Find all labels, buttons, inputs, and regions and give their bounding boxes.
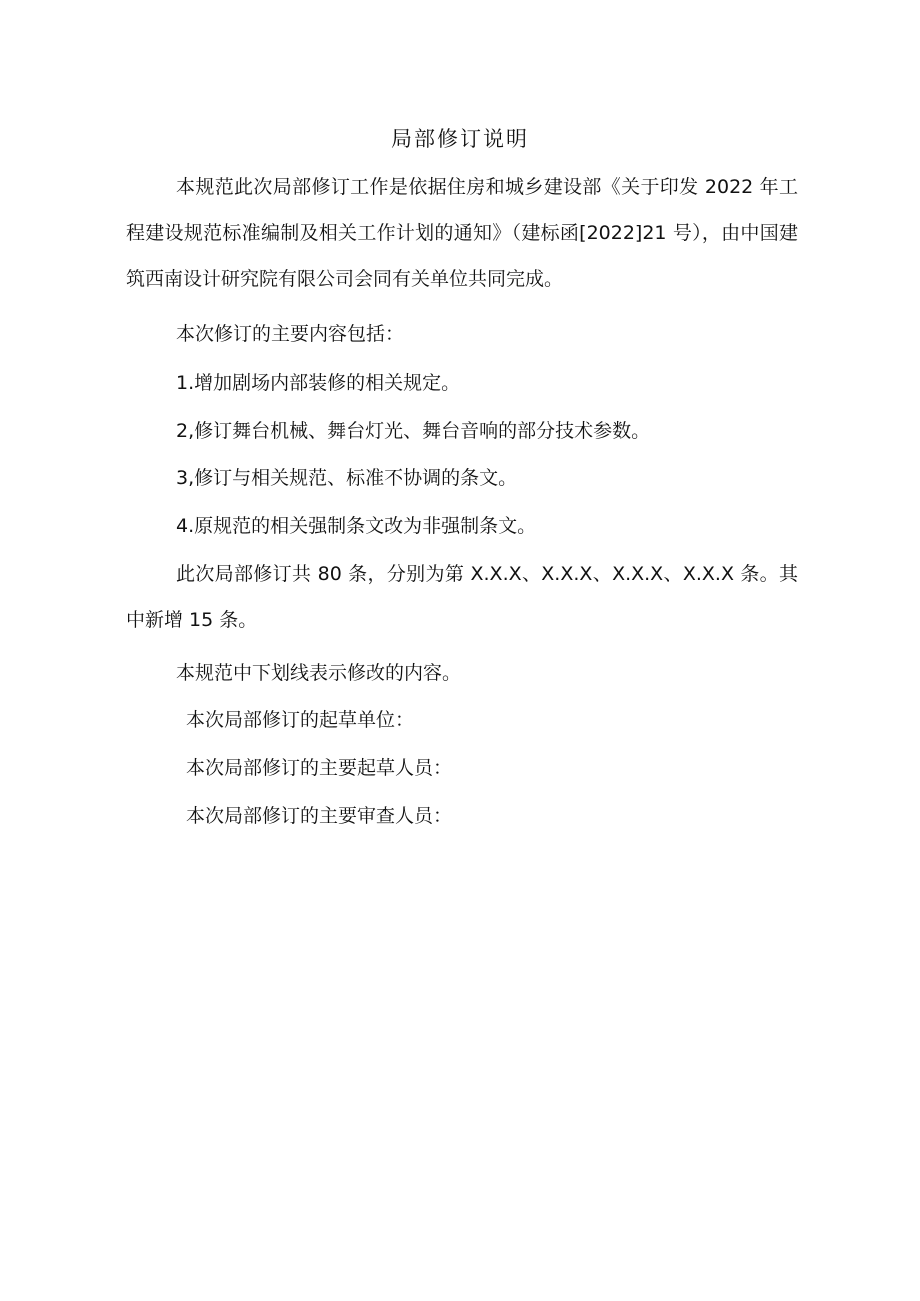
revision-item-1: 1.增加剧场内部装修的相关规定。: [176, 372, 461, 394]
drafting-unit-label: 本次局部修订的起草单位：: [186, 709, 415, 731]
main-drafters-label: 本次局部修订的主要起草人员：: [186, 757, 453, 779]
revision-item-4: 4.原规范的相关强制条文改为非强制条文。: [176, 515, 537, 537]
underline-note: 本规范中下划线表示修改的内容。: [176, 662, 462, 684]
revision-basis-paragraph: 本规范此次局部修订工作是依据住房和城乡建设部《关于印发 2022 年工程建设规范标准编制及相关工作计划的通知》（建标函[2022]21 号），由中国建筑西南设计研究院有限公司会同有关单位共同完成。: [126, 176, 798, 290]
revision-item-3: 3,修订与相关规范、标准不协调的条文。: [176, 467, 518, 489]
main-reviewers-label: 本次局部修订的主要审查人员：: [186, 805, 453, 827]
revision-content-intro: 本次修订的主要内容包括：: [176, 323, 405, 345]
revision-item-2: 2,修订舞台机械、舞台灯光、舞台音响的部分技术参数。: [176, 420, 651, 442]
document-title: 局部修订说明: [391, 127, 529, 151]
revision-count-paragraph: 此次局部修订共 80 条，分别为第 X.X.X、X.X.X、X.X.X、X.X.X 条。其中新增 15 条。: [126, 563, 798, 631]
